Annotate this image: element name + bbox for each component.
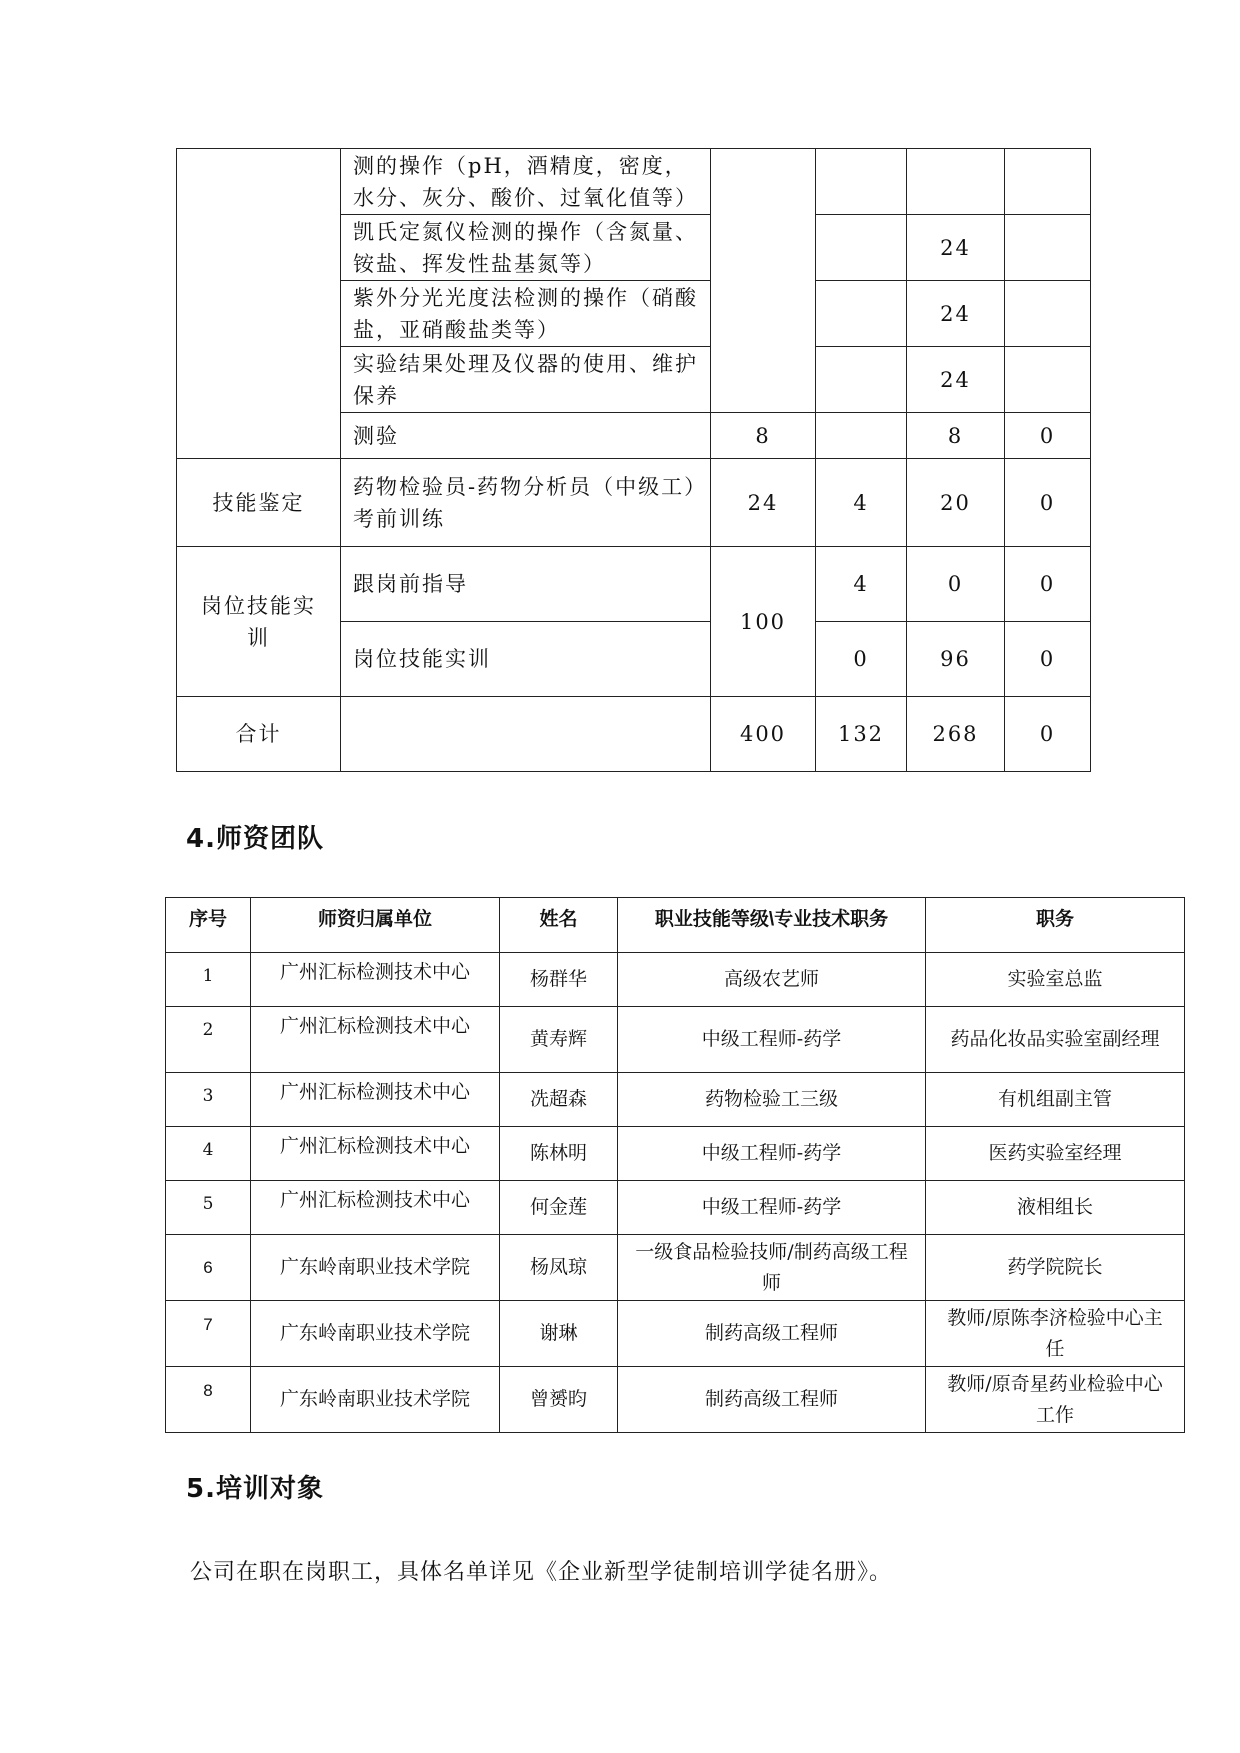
row-number: 2 (166, 1007, 251, 1073)
other-cell (1005, 149, 1091, 215)
theory-cell: 0 (816, 622, 907, 697)
table-row (177, 459, 1091, 547)
content-cell: 跟岗前指导 (341, 547, 711, 622)
post-cell: 药品化妆品实验室副经理 (926, 1007, 1185, 1073)
content-cell: 测验 (341, 413, 711, 459)
row-number: 4 (166, 1127, 251, 1181)
content-cell (341, 697, 711, 772)
practice-cell: 0 (907, 547, 1005, 622)
hours-cell: 100 (711, 547, 816, 697)
level-cell: 中级工程师-药学 (618, 1127, 926, 1181)
level-cell: 中级工程师-药学 (618, 1181, 926, 1235)
content-cell: 岗位技能实训 (341, 622, 711, 697)
module-cell: 合计 (177, 697, 341, 772)
section-heading: 4.师资团队 (186, 824, 324, 854)
practice-cell: 268 (907, 697, 1005, 772)
column-header: 姓名 (500, 898, 618, 953)
hours-cell: 400 (711, 697, 816, 772)
table-row (166, 1181, 1185, 1235)
other-cell (1005, 281, 1091, 347)
unit-cell: 广州汇标检测技术中心 (251, 1127, 500, 1181)
theory-cell (816, 347, 907, 413)
level-cell: 高级农艺师 (618, 953, 926, 1007)
other-cell: 0 (1005, 697, 1091, 772)
content-cell: 测的操作（pH，酒精度，密度，水分、灰分、酸价、过氧化值等） (341, 149, 711, 215)
level-cell: 药物检验工三级 (618, 1073, 926, 1127)
other-cell: 0 (1005, 547, 1091, 622)
column-header: 序号 (166, 898, 251, 953)
curriculum-table (176, 148, 1091, 772)
unit-cell: 广州汇标检测技术中心 (251, 1181, 500, 1235)
table-row (166, 1235, 1185, 1301)
paragraph: 公司在职在岗职工，具体名单详见《企业新型学徒制培训学徒名册》。 (190, 1560, 893, 1585)
hours-cell: 8 (711, 413, 816, 459)
theory-cell: 132 (816, 697, 907, 772)
other-cell (1005, 347, 1091, 413)
section-heading: 5.培训对象 (186, 1474, 324, 1504)
unit-cell: 广州汇标检测技术中心 (251, 1073, 500, 1127)
content-cell: 实验结果处理及仪器的使用、维护保养 (341, 347, 711, 413)
theory-cell: 4 (816, 459, 907, 547)
row-number: 1 (166, 953, 251, 1007)
other-cell: 0 (1005, 622, 1091, 697)
post-cell: 有机组副主管 (926, 1073, 1185, 1127)
practice-cell: 24 (907, 281, 1005, 347)
table-header-row (166, 898, 1185, 953)
unit-cell: 广东岭南职业技术学院 (251, 1301, 500, 1367)
post-cell: 医药实验室经理 (926, 1127, 1185, 1181)
content-cell: 凯氏定氮仪检测的操作（含氮量、铵盐、挥发性盐基氮等） (341, 215, 711, 281)
practice-cell: 24 (907, 215, 1005, 281)
practice-cell: 20 (907, 459, 1005, 547)
column-header: 职业技能等级\专业技术职务 (618, 898, 926, 953)
practice-cell (907, 149, 1005, 215)
post-cell: 教师/原陈李济检验中心主任 (926, 1301, 1185, 1367)
name-cell: 杨凤琼 (500, 1235, 618, 1301)
theory-cell (816, 413, 907, 459)
name-cell: 曾赟昀 (500, 1367, 618, 1433)
row-number: 8 (166, 1367, 251, 1433)
post-cell: 教师/原奇星药业检验中心工作 (926, 1367, 1185, 1433)
theory-cell: 4 (816, 547, 907, 622)
table-row (166, 1127, 1185, 1181)
column-header: 职务 (926, 898, 1185, 953)
module-cell: 岗位技能实训 (177, 547, 341, 697)
theory-cell (816, 281, 907, 347)
table-row (177, 697, 1091, 772)
module-cell: 技能鉴定 (177, 459, 341, 547)
other-cell: 0 (1005, 459, 1091, 547)
table-row (166, 953, 1185, 1007)
post-cell: 药学院院长 (926, 1235, 1185, 1301)
post-cell: 实验室总监 (926, 953, 1185, 1007)
row-number: 3 (166, 1073, 251, 1127)
level-cell: 一级食品检验技师/制药高级工程师 (618, 1235, 926, 1301)
table-row (166, 1367, 1185, 1433)
row-number: 5 (166, 1181, 251, 1235)
level-cell: 中级工程师-药学 (618, 1007, 926, 1073)
practice-cell: 96 (907, 622, 1005, 697)
name-cell: 谢琳 (500, 1301, 618, 1367)
table-row (177, 547, 1091, 622)
table-row (166, 1007, 1185, 1073)
column-header: 师资归属单位 (251, 898, 500, 953)
table-row (166, 1301, 1185, 1367)
unit-cell: 广东岭南职业技术学院 (251, 1235, 500, 1301)
module-cell (177, 149, 341, 459)
other-cell: 0 (1005, 413, 1091, 459)
row-number: 7 (166, 1301, 251, 1367)
content-cell: 紫外分光光度法检测的操作（硝酸盐，亚硝酸盐类等） (341, 281, 711, 347)
table-row (177, 149, 1091, 215)
name-cell: 冼超森 (500, 1073, 618, 1127)
name-cell: 何金莲 (500, 1181, 618, 1235)
name-cell: 黄寿辉 (500, 1007, 618, 1073)
unit-cell: 广东岭南职业技术学院 (251, 1367, 500, 1433)
practice-cell: 24 (907, 347, 1005, 413)
name-cell: 杨群华 (500, 953, 618, 1007)
level-cell: 制药高级工程师 (618, 1301, 926, 1367)
name-cell: 陈林明 (500, 1127, 618, 1181)
other-cell (1005, 215, 1091, 281)
theory-cell (816, 149, 907, 215)
hours-cell: 24 (711, 459, 816, 547)
practice-cell: 8 (907, 413, 1005, 459)
table-row (166, 1073, 1185, 1127)
post-cell: 液相组长 (926, 1181, 1185, 1235)
staff-table (165, 897, 1185, 1433)
unit-cell: 广州汇标检测技术中心 (251, 1007, 500, 1073)
content-cell: 药物检验员-药物分析员（中级工）考前训练 (341, 459, 711, 547)
row-number: 6 (166, 1235, 251, 1301)
theory-cell (816, 215, 907, 281)
hours-cell (711, 149, 816, 413)
unit-cell: 广州汇标检测技术中心 (251, 953, 500, 1007)
level-cell: 制药高级工程师 (618, 1367, 926, 1433)
